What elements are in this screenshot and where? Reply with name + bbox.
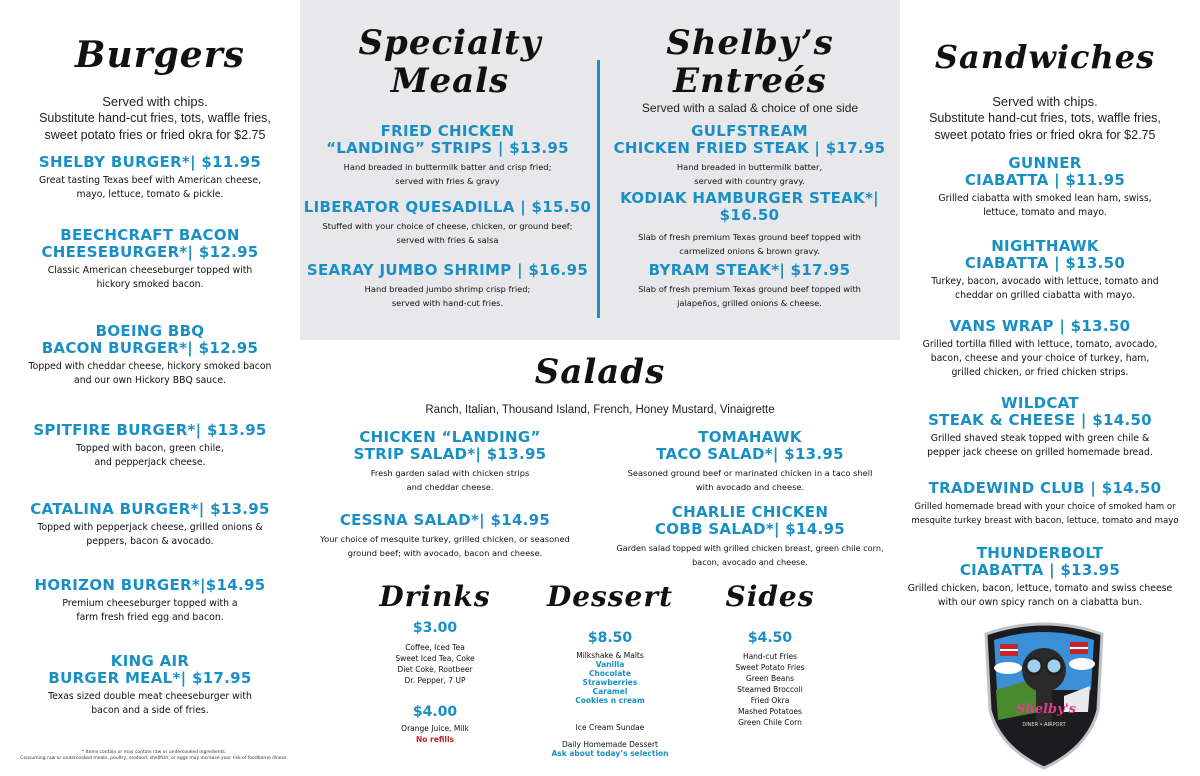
desc-line: and cheddar cheese. bbox=[406, 482, 494, 492]
item-name: CIABATTA | $11.95 bbox=[964, 171, 1126, 189]
menu-item bbox=[890, 480, 1200, 528]
flavor-item: Strawberries bbox=[582, 678, 638, 687]
dessert-note: Ask about today’s selection bbox=[551, 749, 669, 758]
item-name: STRIP SALAD*| $13.95 bbox=[353, 445, 547, 463]
list-item: Sweet Iced Tea, Coke bbox=[395, 654, 475, 663]
desc-line: bacon and a side of fries. bbox=[91, 705, 209, 716]
item-name: BACON BURGER*| $12.95 bbox=[41, 339, 259, 357]
desc-line: Turkey, bacon, avocado with lettuce, tomato and bbox=[931, 276, 1159, 287]
desc-line: Stuffed with your choice of cheese, chicken, or ground beef; bbox=[322, 221, 573, 231]
logo-shield-icon bbox=[978, 620, 1110, 770]
item-name: CHARLIE CHICKEN bbox=[671, 503, 829, 521]
menu-item bbox=[0, 653, 300, 718]
desc-line: Topped with bacon, green chile, bbox=[76, 443, 224, 454]
item-description bbox=[0, 521, 300, 549]
title-line: Specialty bbox=[358, 23, 542, 63]
menu-item bbox=[885, 318, 1195, 380]
menu-item bbox=[0, 227, 300, 292]
title-line: Entreés bbox=[673, 61, 827, 101]
item-description bbox=[600, 466, 900, 494]
desc-line: served with fries & gravy bbox=[395, 176, 500, 186]
item-description bbox=[885, 432, 1195, 460]
desc-line: mesquite turkey breast with bacon, lettuce, tomato and mayo bbox=[911, 516, 1179, 526]
desc-line: hickory smoked bacon. bbox=[96, 279, 204, 290]
item-name: BOEING BBQ bbox=[95, 322, 205, 340]
list-item: Mashed Potatoes bbox=[738, 707, 802, 716]
item-name: CIABATTA | $13.95 bbox=[959, 561, 1121, 579]
item-description bbox=[885, 338, 1195, 380]
desc-line: mayo, lettuce, tomato & pickle. bbox=[76, 189, 224, 200]
menu-item bbox=[602, 123, 897, 188]
burgers-sub-line: sweet potato fries or fried okra for $2.75 bbox=[44, 128, 266, 142]
list-item: Steamed Broccoli bbox=[737, 685, 803, 694]
item-description bbox=[885, 582, 1195, 610]
item-description bbox=[305, 466, 595, 494]
desc-line: bacon, cheese and your choice of turkey, ham, bbox=[930, 353, 1150, 364]
drinks-list bbox=[370, 642, 500, 686]
menu-item bbox=[602, 190, 897, 258]
desc-line: Your choice of mesquite turkey, grilled chicken, or seasoned bbox=[320, 534, 570, 544]
dessert-title: Dessert bbox=[546, 580, 674, 613]
item-description bbox=[0, 360, 300, 388]
item-description bbox=[890, 500, 1200, 528]
list-item: Fried Okra bbox=[750, 696, 790, 705]
item-name: BURGER MEAL*| $17.95 bbox=[48, 669, 252, 687]
item-name: FRIED CHICKEN bbox=[380, 122, 515, 140]
dessert-price: $8.50 bbox=[587, 630, 633, 646]
burgers-sub-line: Substitute hand-cut fries, tots, waffle fries, bbox=[39, 111, 271, 125]
menu-item bbox=[600, 429, 900, 494]
desc-line: with avocado and cheese. bbox=[695, 482, 805, 492]
desc-line: carmelized onions & brown gravy. bbox=[679, 246, 820, 256]
desc-line: Texas sized double meat cheeseburger with bbox=[48, 691, 252, 702]
logo-subtext: DINER • AIRPORT bbox=[1022, 722, 1066, 728]
item-description bbox=[300, 219, 595, 247]
flavor-item: Chocolate bbox=[589, 669, 631, 678]
burgers-sub-line: Served with chips. bbox=[102, 94, 208, 109]
desc-line: Grilled shaved steak topped with green chile & bbox=[930, 433, 1150, 444]
desc-line: with our own spicy ranch on a ciabatta bun. bbox=[937, 597, 1143, 608]
item-description bbox=[0, 442, 300, 470]
list-item: Milkshake & Malts bbox=[576, 651, 644, 660]
desc-line: Fresh garden salad with chicken strips bbox=[370, 468, 530, 478]
item-name: HORIZON BURGER*|$14.95 bbox=[34, 576, 266, 594]
item-name: KING AIR bbox=[110, 652, 190, 670]
list-item: Green Chile Corn bbox=[738, 718, 802, 727]
item-description bbox=[0, 264, 300, 292]
desc-line: served with country gravy. bbox=[694, 176, 805, 186]
menu-item bbox=[895, 155, 1195, 220]
desc-line: Hand breaded jumbo shrimp crisp fried; bbox=[364, 284, 531, 294]
logo-text: Shelby's bbox=[1016, 702, 1076, 717]
desc-line: and our own Hickory BBQ sauce. bbox=[74, 375, 226, 386]
item-name: NIGHTHAWK bbox=[991, 237, 1099, 255]
specialty-title bbox=[330, 24, 570, 100]
sides-price: $4.50 bbox=[747, 630, 793, 646]
item-description bbox=[300, 282, 595, 310]
menu-item bbox=[0, 154, 300, 202]
list-item: Sweet Potato Fries bbox=[735, 663, 805, 672]
desc-line: cheddar on grilled ciabatta with mayo. bbox=[955, 290, 1135, 301]
item-description bbox=[602, 230, 897, 258]
shelbys-logo bbox=[978, 620, 1110, 770]
no-refills-note: No refills bbox=[416, 735, 454, 744]
drinks-title: Drinks bbox=[379, 580, 491, 613]
sandwiches-title: Sandwiches bbox=[934, 38, 1156, 76]
desc-line: served with hand-cut fries. bbox=[391, 298, 504, 308]
menu-item bbox=[305, 429, 595, 494]
salad-dressings: Ranch, Italian, Thousand Island, French, Honey Mustard, Vinaigrette bbox=[425, 404, 775, 416]
item-name: CHICKEN FRIED STEAK | $17.95 bbox=[613, 139, 886, 157]
desc-line: and pepperjack cheese. bbox=[94, 457, 206, 468]
menu-item bbox=[885, 395, 1195, 460]
menu-item bbox=[300, 512, 590, 560]
desc-line: Seasoned ground beef or marinated chicken in a taco shell bbox=[627, 468, 873, 478]
item-name: VANS WRAP | $13.50 bbox=[949, 317, 1131, 335]
desc-line: Premium cheeseburger topped with a bbox=[62, 598, 238, 609]
item-description bbox=[600, 541, 900, 569]
item-name: WILDCAT bbox=[1001, 394, 1079, 412]
drinks-price: $4.00 bbox=[412, 704, 458, 720]
desc-line: Garden salad topped with grilled chicken breast, green chile corn, bbox=[616, 543, 884, 553]
flavor-item: Vanilla bbox=[595, 660, 625, 669]
desc-line: Great tasting Texas beef with American cheese, bbox=[38, 175, 262, 186]
desc-line: Grilled homemade bread with your choice of smoked ham or bbox=[914, 502, 1176, 512]
sandwiches-sub-line: sweet potato fries or fried okra for $2.75 bbox=[934, 128, 1156, 142]
item-name: CIABATTA | $13.50 bbox=[964, 254, 1126, 272]
desc-line: grilled chicken, or fried chicken strips. bbox=[951, 367, 1129, 378]
item-name: CHEESEBURGER*| $12.95 bbox=[41, 243, 259, 261]
item-name: KODIAK HAMBURGER STEAK*| $16.50 bbox=[620, 189, 879, 224]
list-item: Coffee, Iced Tea bbox=[405, 643, 465, 652]
item-name: SHELBY BURGER*| $11.95 bbox=[38, 153, 262, 171]
item-description bbox=[300, 532, 590, 560]
item-name: BEECHCRAFT BACON bbox=[60, 226, 240, 244]
desc-line: Topped with cheddar cheese, hickory smoked bacon bbox=[28, 361, 272, 372]
list-item: Dr. Pepper, 7 UP bbox=[404, 676, 466, 685]
menu-item bbox=[300, 123, 595, 188]
menu-item bbox=[600, 504, 900, 569]
list-item: Ice Cream Sundae bbox=[575, 723, 645, 732]
footnote-line: Consuming raw or undercooked meats, poultry, seafood, shellfish, or eggs may increase your risk of foodborne illness. bbox=[20, 756, 288, 761]
item-description bbox=[602, 282, 897, 310]
item-name: CESSNA SALAD*| $14.95 bbox=[339, 511, 551, 529]
desc-line: bacon, avocado and cheese. bbox=[692, 557, 808, 567]
drinks-section bbox=[370, 620, 500, 745]
item-description bbox=[0, 690, 300, 718]
entrees-subtitle: Served with a salad & choice of one side bbox=[641, 101, 859, 115]
drinks-list bbox=[370, 723, 500, 745]
burgers-subtitle bbox=[0, 93, 310, 144]
desc-line: Classic American cheeseburger topped with bbox=[47, 265, 253, 276]
flavor-item: Caramel bbox=[592, 687, 628, 696]
desc-line: Grilled ciabatta with smoked lean ham, swiss, bbox=[938, 193, 1152, 204]
item-name: TOMAHAWK bbox=[698, 428, 802, 446]
title-line: Shelby’s bbox=[666, 23, 834, 63]
item-description bbox=[895, 275, 1195, 303]
list-item: Orange Juice, Milk bbox=[401, 724, 469, 733]
sides-list bbox=[710, 651, 830, 728]
desc-line: farm fresh fried egg and bacon. bbox=[76, 612, 224, 623]
item-description bbox=[0, 174, 300, 202]
menu-item bbox=[895, 238, 1195, 303]
list-item: Daily Homemade Dessert bbox=[561, 740, 658, 749]
sandwiches-subtitle bbox=[890, 93, 1200, 144]
item-name: GUNNER bbox=[1008, 154, 1082, 172]
flavor-item: Cookies n cream bbox=[575, 696, 645, 705]
desc-line: Grilled tortilla filled with lettuce, tomato, avocado, bbox=[922, 339, 1158, 350]
desc-line: lettuce, tomato and mayo. bbox=[983, 207, 1107, 218]
dessert-list bbox=[535, 651, 685, 758]
desc-line: jalapeños, grilled onions & cheese. bbox=[677, 298, 822, 308]
desc-line: Topped with pepperjack cheese, grilled onions & bbox=[37, 522, 263, 533]
menu-item bbox=[0, 323, 300, 388]
drinks-price: $3.00 bbox=[412, 620, 458, 636]
item-name: CATALINA BURGER*| $13.95 bbox=[30, 500, 270, 518]
item-name: COBB SALAD*| $14.95 bbox=[654, 520, 845, 538]
menu-item bbox=[300, 199, 595, 247]
item-name: SEARAY JUMBO SHRIMP | $16.95 bbox=[306, 261, 589, 279]
item-name: “LANDING” STRIPS | $13.95 bbox=[326, 139, 569, 157]
footnote-line: * Items contain or may contain raw or undercooked ingredients. bbox=[81, 750, 227, 755]
salads-title: Salads bbox=[534, 352, 666, 392]
dessert-section bbox=[535, 630, 685, 758]
menu-item bbox=[602, 262, 897, 310]
item-name: TACO SALAD*| $13.95 bbox=[656, 445, 844, 463]
item-name: CHICKEN “LANDING” bbox=[359, 428, 541, 446]
desc-line: Hand breaded in buttermilk batter, bbox=[676, 162, 823, 172]
list-item: Diet Coke, Rootbeer bbox=[397, 665, 473, 674]
item-name: SPITFIRE BURGER*| $13.95 bbox=[33, 421, 267, 439]
desc-line: pepper jack cheese on grilled homemade bread. bbox=[927, 447, 1153, 458]
burgers-title: Burgers bbox=[75, 34, 245, 76]
item-description bbox=[895, 192, 1195, 220]
list-item: Green Beans bbox=[745, 674, 795, 683]
desc-line: ground beef; with avocado, bacon and cheese. bbox=[347, 548, 543, 558]
desc-line: peppers, bacon & avocado. bbox=[86, 536, 214, 547]
menu-item bbox=[0, 422, 300, 470]
item-name: LIBERATOR QUESADILLA | $15.50 bbox=[303, 198, 592, 216]
entrees-title bbox=[630, 24, 870, 100]
menu-item bbox=[0, 577, 300, 625]
desc-line: Slab of fresh premium Texas ground beef topped with bbox=[638, 232, 861, 242]
menu-item bbox=[300, 262, 595, 310]
desc-line: Hand breaded in buttermilk batter and crisp fried; bbox=[343, 162, 552, 172]
item-name: TRADEWIND CLUB | $14.50 bbox=[928, 479, 1162, 497]
menu-item bbox=[885, 545, 1195, 610]
section-divider bbox=[597, 60, 600, 318]
item-name: BYRAM STEAK*| $17.95 bbox=[648, 261, 851, 279]
item-description bbox=[602, 160, 897, 188]
item-name: THUNDERBOLT bbox=[976, 544, 1104, 562]
title-line: Meals bbox=[390, 61, 510, 101]
item-name: GULFSTREAM bbox=[691, 122, 808, 140]
item-description bbox=[300, 160, 595, 188]
sandwiches-sub-line: Served with chips. bbox=[992, 94, 1098, 109]
sides-title: Sides bbox=[725, 580, 815, 613]
desc-line: Grilled chicken, bacon, lettuce, tomato and swiss cheese bbox=[907, 583, 1173, 594]
sides-section bbox=[710, 630, 830, 728]
desc-line: Slab of fresh premium Texas ground beef topped with bbox=[638, 284, 861, 294]
item-description bbox=[0, 597, 300, 625]
menu-item bbox=[0, 501, 300, 549]
desc-line: served with fries & salsa bbox=[396, 235, 499, 245]
item-name: STEAK & CHEESE | $14.50 bbox=[928, 411, 1152, 429]
list-item: Hand-cut Fries bbox=[742, 652, 798, 661]
footnote bbox=[4, 750, 304, 762]
sandwiches-sub-line: Substitute hand-cut fries, tots, waffle fries, bbox=[929, 111, 1161, 125]
